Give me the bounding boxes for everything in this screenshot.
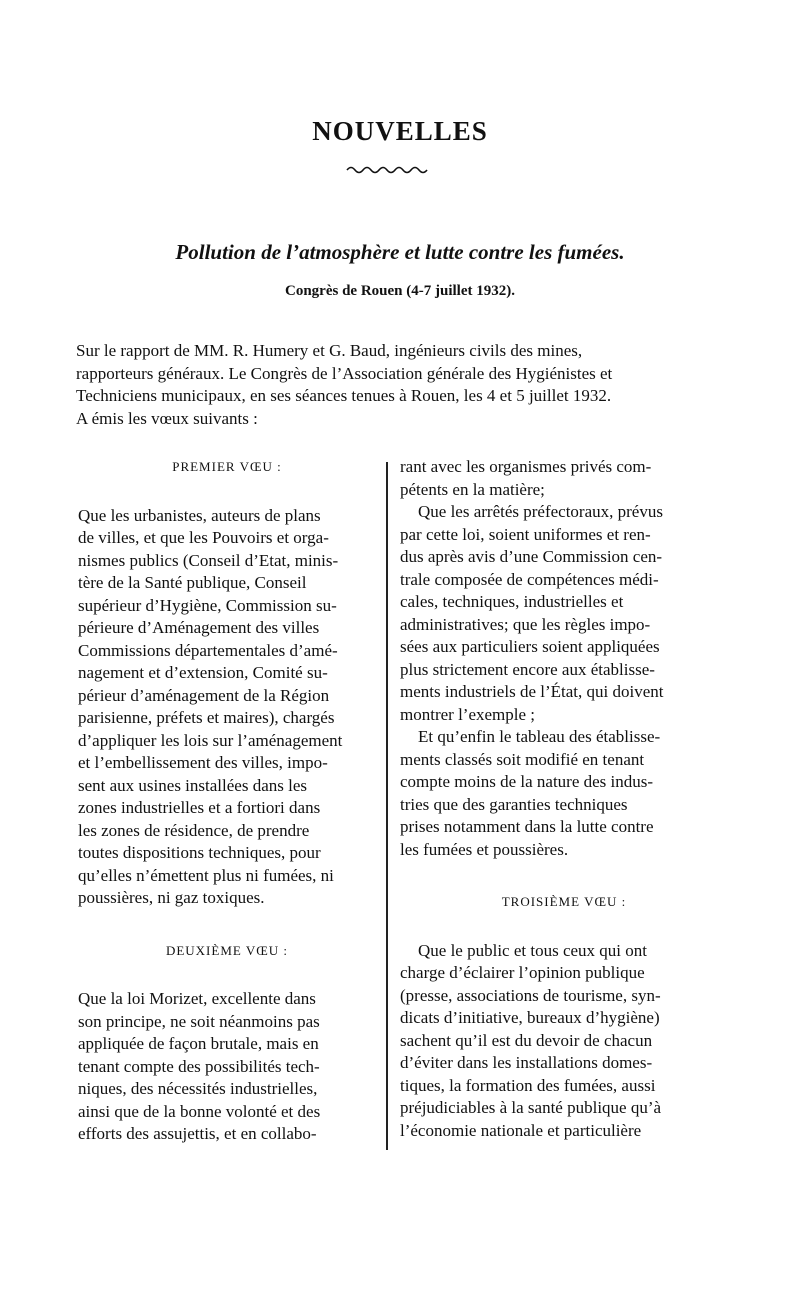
intro-line: A émis les vœux suivants : — [76, 408, 258, 428]
paragraph-line: tiques, la formation des fumées, aussi — [400, 1075, 656, 1095]
paragraph-line: trale composée de compétences médi- — [400, 569, 659, 589]
paragraph-line: périeure d’Aménagement des villes — [78, 618, 320, 637]
paragraph-line: sées aux particuliers soient appliquées — [400, 637, 660, 656]
intro-line: Sur le rapport de MM. R. Humery et G. Baud, ingénieurs civils des mines, — [76, 341, 583, 360]
paragraph-line: parisienne, préfets et maires), chargés — [78, 708, 335, 727]
paragraph-line: les zones de résidence, de prendre — [78, 820, 310, 840]
title-ornament — [345, 164, 429, 176]
paragraph-line: les fumées et poussières. — [400, 839, 569, 859]
premier-voeu-paragraph — [78, 505, 376, 910]
paragraph-line: Et qu’enfin le tableau des établisse- — [418, 727, 661, 746]
paragraph-line: plus strictement encore aux établisse- — [400, 659, 655, 679]
deuxieme-voeu-heading: DEUXIÈME VŒU : — [165, 942, 289, 958]
paragraph-line: toutes dispositions techniques, pour — [78, 843, 321, 862]
paragraph-line: tries que des garanties techniques — [400, 794, 628, 814]
deuxieme-voeu-paragraph — [78, 988, 376, 1146]
paragraph-line: ainsi que de la bonne volonté et des — [78, 1101, 321, 1121]
paragraph-line: compte moins de la nature des indus- — [400, 772, 654, 791]
continuation-paragraph — [400, 456, 728, 501]
column-divider — [386, 462, 388, 1150]
premier-voeu-heading: PREMIER VŒU : — [172, 459, 282, 474]
paragraph-line: l’économie nationale et particulière — [400, 1120, 642, 1140]
paragraph-line: poussières, ni gaz toxiques. — [78, 888, 265, 907]
paragraph-line: cales, techniques, industrielles et — [400, 592, 624, 611]
paragraph-line: et l’embellissement des villes, impo- — [78, 753, 328, 772]
paragraph-line: pétents en la matière; — [400, 479, 545, 499]
troisieme-voeu-heading: TROISIÈME VŒU : — [501, 894, 627, 909]
paragraph-line: dus après avis d’une Commission cen- — [400, 547, 663, 566]
paragraph-line: supérieur d’Hygiène, Commission su- — [78, 595, 337, 615]
arretes-paragraph — [400, 501, 728, 726]
paragraph-line: périeur d’aménagement de la Région — [78, 685, 330, 705]
paragraph-line: (presse, associations de tourisme, syn- — [400, 985, 661, 1005]
left-column — [78, 456, 376, 1146]
paragraph-line: d’appliquer les lois sur l’aménagement — [78, 730, 343, 750]
paragraph-line: dicats d’initiative, bureaux d’hygiène) — [400, 1008, 660, 1027]
paragraph-line: Que les arrêtés préfectoraux, prévus — [418, 502, 663, 521]
paragraph-line: prises notamment dans la lutte contre — [400, 817, 654, 836]
tableau-paragraph — [400, 726, 728, 861]
troisieme-voeu-paragraph — [400, 940, 728, 1143]
paragraph-line: efforts des assujettis, et en collabo- — [78, 1124, 317, 1143]
intro-line: Techniciens municipaux, en ses séances tenues à Rouen, les 4 et 5 juillet 1932. — [76, 386, 612, 405]
paragraph-line: sent aux usines installées dans les — [78, 775, 307, 795]
paragraph-line: d’éviter dans les installations domes- — [400, 1053, 653, 1072]
paragraph-line: zones industrielles et a fortiori dans — [78, 798, 321, 817]
paragraph-line: son principe, ne soit néanmoins pas — [78, 1011, 320, 1031]
paragraph-line: de villes, et que les Pouvoirs et orga- — [78, 528, 329, 547]
paragraph-line: charge d’éclairer l’opinion publique — [400, 963, 645, 982]
paragraph-line: appliquée de façon brutale, mais en — [78, 1034, 319, 1053]
paragraph-line: tère de la Santé publique, Conseil — [78, 573, 307, 592]
paragraph-line: niques, des nécessités industrielles, — [78, 1079, 318, 1098]
right-column — [400, 456, 728, 1142]
page-title: NOUVELLES — [312, 116, 488, 146]
article-subheading: Congrès de Rouen (4-7 juillet 1932). — [285, 283, 515, 299]
paragraph-line: qu’elles n’émettent plus ni fumées, ni — [78, 865, 334, 885]
paragraph-line: nagement et d’extension, Comité su- — [78, 663, 328, 682]
paragraph-line: Que la loi Morizet, excellente dans — [78, 989, 316, 1008]
paragraph-line: Que les urbanistes, auteurs de plans — [78, 505, 321, 525]
intro-line: rapporteurs généraux. Le Congrès de l’Association générale des Hygiénistes et — [76, 363, 613, 383]
article-heading: Pollution de l’atmosphère et lutte contre les fumées. — [175, 240, 625, 264]
paragraph-line: préjudiciables à la santé publique qu’à — [400, 1098, 662, 1117]
paragraph-line: ments industriels de l’État, qui doivent — [400, 682, 664, 701]
paragraph-line: ments classés soit modifié en tenant — [400, 749, 645, 769]
paragraph-line: par cette loi, soient uniformes et ren- — [400, 524, 651, 544]
paragraph-line: Commissions départementales d’amé- — [78, 640, 338, 660]
paragraph-line: administratives; que les règles impo- — [400, 614, 651, 634]
paragraph-line: Que le public et tous ceux qui ont — [418, 940, 647, 960]
paragraph-line: montrer l’exemple ; — [400, 704, 536, 724]
intro-paragraph — [76, 340, 724, 430]
paragraph-line: tenant compte des possibilités tech- — [78, 1056, 320, 1076]
paragraph-line: rant avec les organismes privés com- — [400, 457, 652, 476]
paragraph-line: sachent qu’il est du devoir de chacun — [400, 1030, 653, 1050]
paragraph-line: nismes publics (Conseil d’Etat, minis- — [78, 550, 339, 570]
